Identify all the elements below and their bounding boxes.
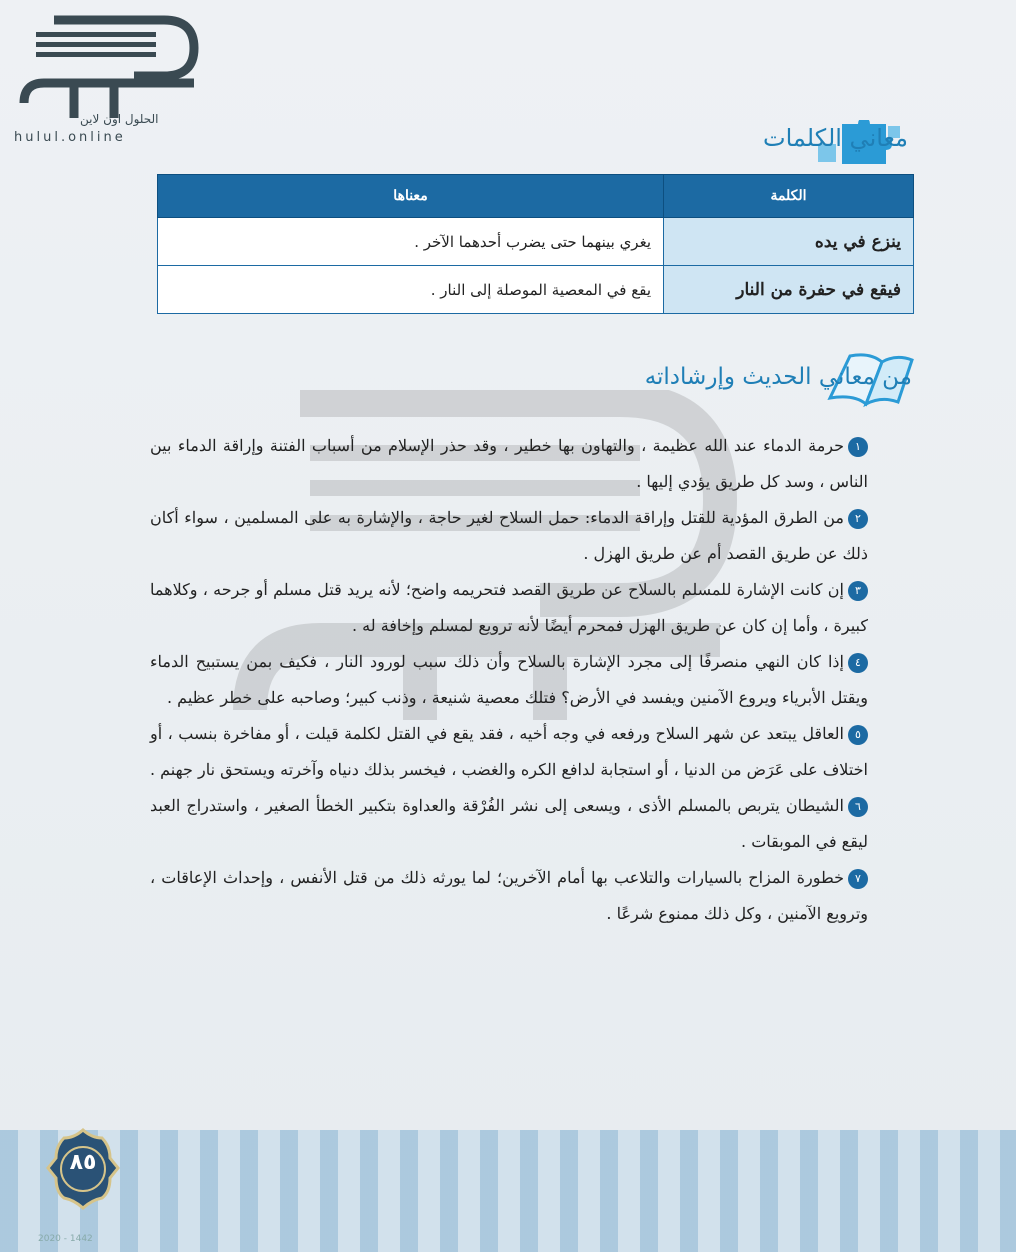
point-text: حرمة الدماء عند الله عظيمة ، والتهاون بها خطير ، وقد حذر الإسلام من أسباب الفتنة وإراقة الدماء بين الناس ، وسد كل طريق يؤدي إليها . bbox=[150, 436, 868, 491]
header-meaning: معناها bbox=[158, 175, 664, 218]
list-item bbox=[150, 644, 868, 716]
list-item bbox=[150, 788, 868, 860]
decorative-footer bbox=[0, 1130, 1016, 1252]
table-header-row bbox=[158, 175, 914, 218]
meanings-table bbox=[157, 174, 914, 314]
guidance-points bbox=[150, 428, 868, 932]
page-number: ٨٥ bbox=[69, 1150, 97, 1175]
point-number: ١ bbox=[848, 437, 868, 457]
point-number: ٣ bbox=[848, 581, 868, 601]
point-number: ٦ bbox=[848, 797, 868, 817]
hulul-logo bbox=[14, 8, 204, 148]
list-item bbox=[150, 500, 868, 572]
list-item bbox=[150, 716, 868, 788]
point-text: خطورة المزاح بالسيارات والتلاعب بها أمام الآخرين؛ لما يورثه ذلك من قتل الأنفس ، وإحداث الإعاقات ، وترويع الآمنين ، وكل ذلك ممنوع شرعًا . bbox=[150, 868, 868, 923]
list-item bbox=[150, 572, 868, 644]
point-text: إن كانت الإشارة للمسلم بالسلاح عن طريق القصد فتحريمه واضح؛ لأنه يريد قتل مسلم أو جرحه ، وكلاهما كبيرة ، وأما إن كان عن طريق الهزل فمحرم أيضًا لأنه ترويع لمسلم وإخافة له . bbox=[150, 580, 868, 635]
meaning-cell: يغري بينهما حتى يضرب أحدهما الآخر . bbox=[158, 218, 664, 266]
word-cell: فيقع في حفرة من النار bbox=[664, 266, 914, 314]
header-word: الكلمة bbox=[664, 175, 914, 218]
point-number: ٥ bbox=[848, 725, 868, 745]
hulul-logo-icon bbox=[14, 8, 204, 148]
guidance-title: من معاني الحديث وإرشاداته bbox=[644, 364, 912, 390]
logo-tagline-en: hulul.online bbox=[14, 130, 126, 145]
point-text: العاقل يبتعد عن شهر السلاح ورفعه في وجه أخيه ، فقد يقع في القتل لكلمة قيلت ، أو مفاخرة بنسب ، أو اختلاف على عَرَض من الدنيا ، أو استجابة لدافع الكره والغضب ، فيخسر بذلك دنياه وآخرته ويستحق نار جهنم . bbox=[149, 724, 868, 779]
point-number: ٧ bbox=[848, 869, 868, 889]
meanings-title: معاني الكلمات bbox=[762, 124, 908, 152]
point-text: إذا كان النهي منصرفًا إلى مجرد الإشارة بالسلاح وأن ذلك سبب لورود النار ، فكيف بمن يستبيح الدماء ويقتل الأبرياء ويروع الآمنين ويفسد في الأرض؟ فتلك معصية شنيعة ، وذنب كبير؛ وصاحبه على خطر عظيم . bbox=[150, 652, 868, 707]
point-number: ٢ bbox=[848, 509, 868, 529]
list-item bbox=[150, 428, 868, 500]
point-number: ٤ bbox=[848, 653, 868, 673]
table-row bbox=[158, 266, 914, 314]
point-text: الشيطان يتربص بالمسلم الأذى ، ويسعى إلى نشر الفُرْقة والعداوة بتكبير الخطأ الصغير ، واستدراج العبد ليقع في الموبقات . bbox=[150, 796, 868, 851]
logo-tagline-ar: الحلول اون لاين bbox=[80, 112, 159, 126]
point-text: من الطرق المؤدية للقتل وإراقة الدماء: حمل السلاح لغير حاجة ، والإشارة به على المسلمين ، سواء أكان ذلك عن طريق القصد أم عن طريق الهزل . bbox=[150, 508, 868, 563]
list-item bbox=[150, 860, 868, 932]
edition-year: 2020 - 1442 bbox=[38, 1234, 93, 1244]
word-cell: ينزع في يده bbox=[664, 218, 914, 266]
table-row bbox=[158, 218, 914, 266]
meaning-cell: يقع في المعصية الموصلة إلى النار . bbox=[158, 266, 664, 314]
